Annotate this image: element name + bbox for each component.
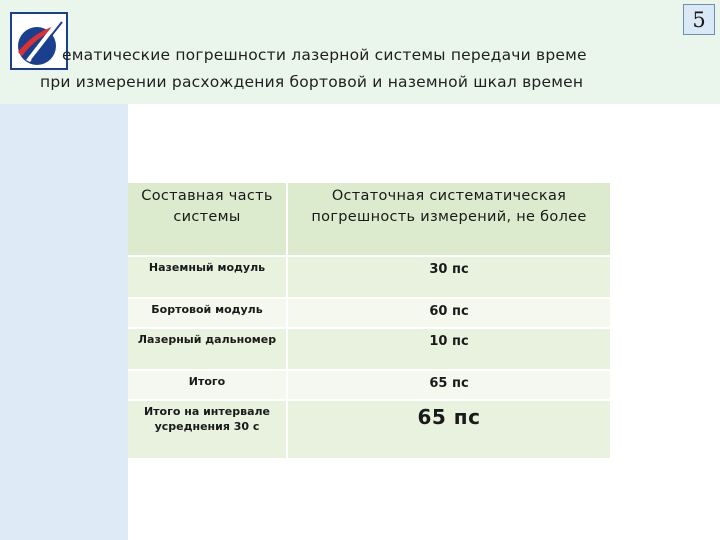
row-component: Итого на интервале усреднения 30 с — [128, 401, 288, 460]
row-error: 65 пс — [288, 401, 610, 460]
header-error: Остаточная систематическая погрешность измерений, не более — [288, 183, 610, 257]
page-number: 5 — [683, 4, 715, 35]
row-error: 65 пс — [288, 371, 610, 401]
table-row — [128, 401, 610, 460]
table-header-row — [128, 183, 610, 257]
table-row — [128, 299, 610, 329]
row-component: Итого — [128, 371, 288, 401]
header-component: Составная часть системы — [128, 183, 288, 257]
row-error: 10 пс — [288, 329, 610, 371]
slide-title — [0, 40, 720, 100]
row-component: Наземный модуль — [128, 257, 288, 299]
row-component: Лазерный дальномер — [128, 329, 288, 371]
table-row — [128, 257, 610, 299]
table-row — [128, 371, 610, 401]
title-line-2: при измерении расхождения бортовой и наземной шкал времен — [40, 73, 584, 91]
row-error: 60 пс — [288, 299, 610, 329]
table-row — [128, 329, 610, 371]
title-line-1: ематические погрешности лазерной системы передачи време — [62, 46, 587, 64]
error-table — [128, 183, 610, 460]
row-component: Бортовой модуль — [128, 299, 288, 329]
row-error: 30 пс — [288, 257, 610, 299]
